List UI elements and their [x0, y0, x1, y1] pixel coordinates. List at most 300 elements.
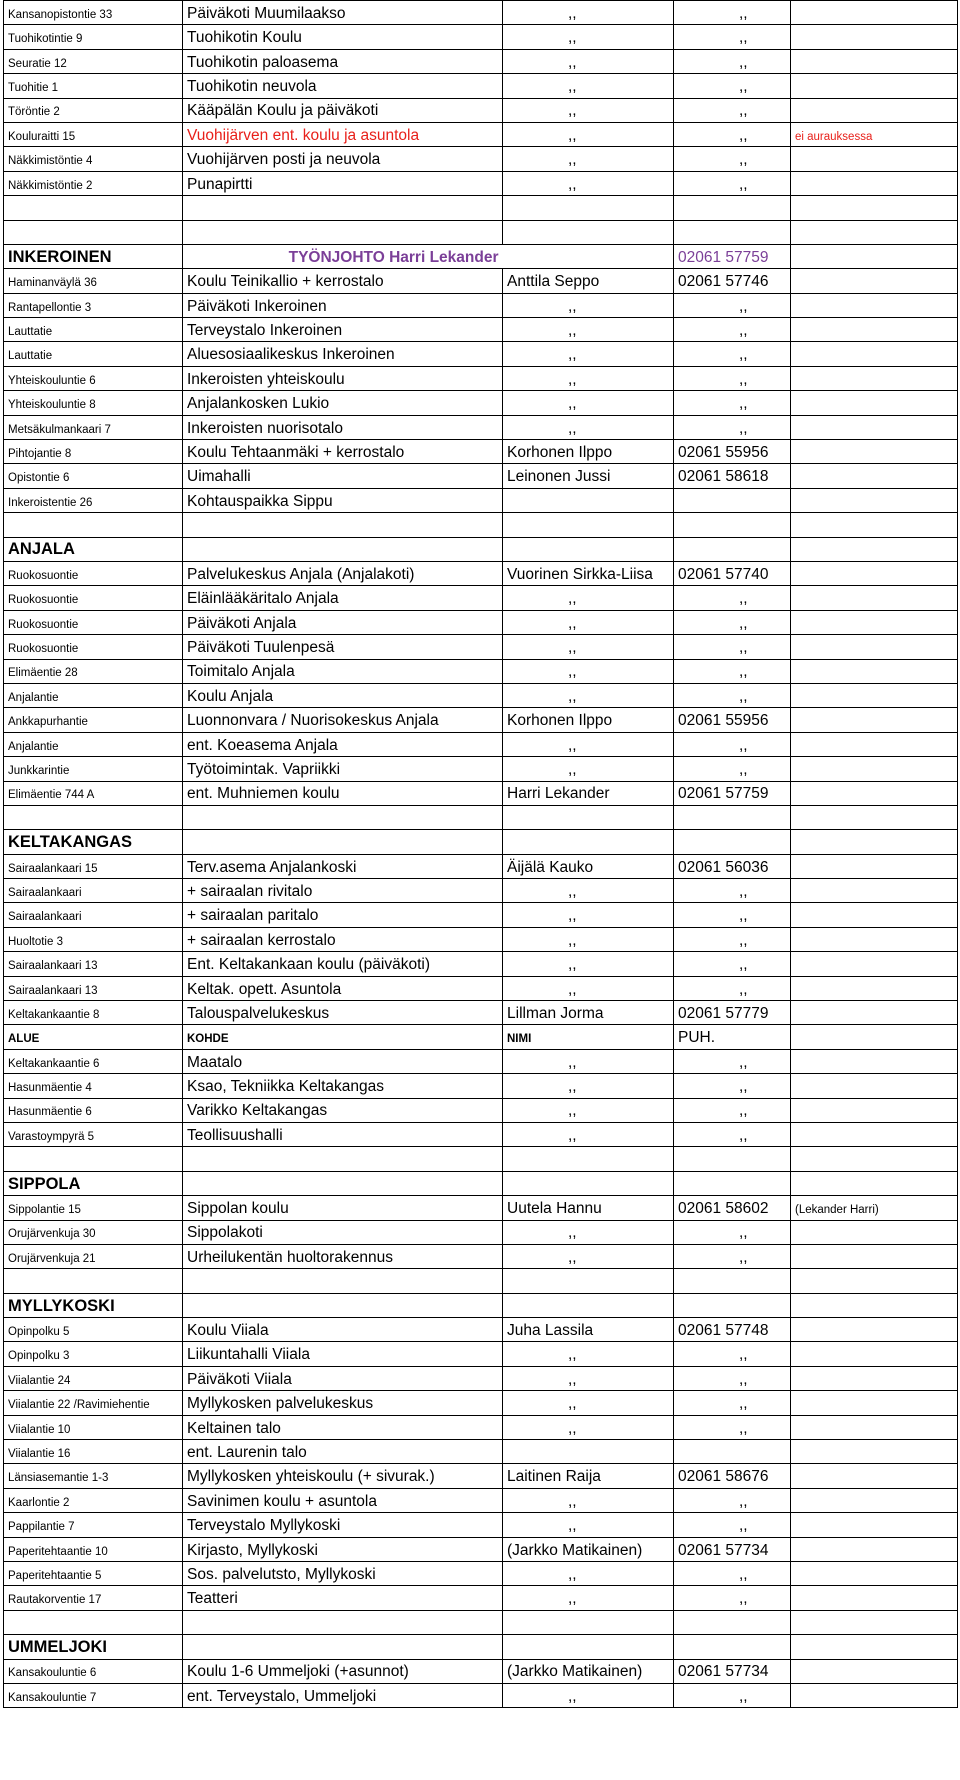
table-row — [4, 440, 958, 464]
empty-cell — [674, 513, 791, 537]
address-cell: Rautakorventie 17 — [4, 1586, 183, 1610]
contact-name-cell: ,, — [503, 1122, 674, 1146]
table-row — [4, 1659, 958, 1683]
contact-name-cell: ,, — [503, 1366, 674, 1390]
empty-cell — [503, 1293, 674, 1317]
note-cell — [791, 1122, 958, 1146]
section-title: KELTAKANGAS — [4, 830, 183, 854]
phone-cell: 02061 58602 — [674, 1196, 791, 1220]
contact-name-cell: Uutela Hannu — [503, 1196, 674, 1220]
location-cell: Talouspalvelukeskus — [183, 1001, 503, 1025]
address-cell: Ruokosuontie — [4, 561, 183, 585]
contact-name-cell: ,, — [503, 586, 674, 610]
address-cell: Pihtojantie 8 — [4, 440, 183, 464]
phone-cell: ,, — [674, 1098, 791, 1122]
note-cell — [791, 269, 958, 293]
note-cell — [791, 586, 958, 610]
location-cell: Uimahalli — [183, 464, 503, 488]
empty-cell — [4, 513, 183, 537]
phone-cell: ,, — [674, 49, 791, 73]
section-header-row — [4, 244, 958, 268]
location-cell: Keltak. opett. Asuntola — [183, 976, 503, 1000]
location-cell: Ksao, Tekniikka Keltakangas — [183, 1074, 503, 1098]
location-cell: Päiväkoti Tuulenpesä — [183, 635, 503, 659]
phone-cell: ,, — [674, 1586, 791, 1610]
address-cell: Rantapellontie 3 — [4, 293, 183, 317]
phone-cell: 02061 55956 — [674, 440, 791, 464]
phone-cell: 02061 55956 — [674, 708, 791, 732]
table-row — [4, 366, 958, 390]
phone-cell: ,, — [674, 1391, 791, 1415]
table-row — [4, 391, 958, 415]
location-cell: Aluesosiaalikeskus Inkeroinen — [183, 342, 503, 366]
address-cell: Keltakankaantie 6 — [4, 1049, 183, 1073]
note-cell — [791, 1318, 958, 1342]
phone-cell: 02061 56036 — [674, 854, 791, 878]
address-cell: Yhteiskouluntie 8 — [4, 391, 183, 415]
table-row — [4, 318, 958, 342]
note-cell — [791, 561, 958, 585]
table-row — [4, 74, 958, 98]
section-title: ANJALA — [4, 537, 183, 561]
address-cell: Sairaalankaari 13 — [4, 952, 183, 976]
contact-name-cell: ,, — [503, 659, 674, 683]
phone-cell: ,, — [674, 98, 791, 122]
address-table-body — [4, 1, 958, 1708]
location-cell: Teollisuushalli — [183, 1122, 503, 1146]
empty-cell — [183, 1269, 503, 1293]
blank-row — [4, 1147, 958, 1171]
note-cell — [791, 903, 958, 927]
location-cell: Tuohikotin paloasema — [183, 49, 503, 73]
contact-name-cell: ,, — [503, 415, 674, 439]
location-cell: Terv.asema Anjalankoski — [183, 854, 503, 878]
note-cell — [791, 610, 958, 634]
note-cell — [791, 391, 958, 415]
address-cell: Kansanopistontie 33 — [4, 1, 183, 25]
phone-cell: ,, — [674, 1342, 791, 1366]
note-cell — [791, 1098, 958, 1122]
phone-cell: ,, — [674, 318, 791, 342]
phone-cell: ,, — [674, 171, 791, 195]
table-row — [4, 1098, 958, 1122]
empty-cell — [183, 830, 503, 854]
address-cell: Sippolantie 15 — [4, 1196, 183, 1220]
address-cell: Haminanväylä 36 — [4, 269, 183, 293]
empty-cell — [183, 196, 503, 220]
phone-cell — [674, 1440, 791, 1464]
address-cell: Yhteiskouluntie 6 — [4, 366, 183, 390]
contact-name-cell: ,, — [503, 1098, 674, 1122]
contact-name-cell: ,, — [503, 1513, 674, 1537]
phone-cell: ,, — [674, 927, 791, 951]
note-cell — [791, 952, 958, 976]
phone-cell: ,, — [674, 1513, 791, 1537]
table-row — [4, 1001, 958, 1025]
location-cell: + sairaalan paritalo — [183, 903, 503, 927]
table-row — [4, 147, 958, 171]
empty-cell — [503, 1269, 674, 1293]
table-row — [4, 610, 958, 634]
column-header-row — [4, 1025, 958, 1049]
note-cell — [791, 757, 958, 781]
table-row — [4, 1586, 958, 1610]
location-cell: Koulu Viiala — [183, 1318, 503, 1342]
note-cell — [791, 1049, 958, 1073]
empty-cell — [183, 1147, 503, 1171]
note-cell — [791, 1, 958, 25]
location-cell: Inkeroisten nuorisotalo — [183, 415, 503, 439]
location-cell: Päiväkoti Anjala — [183, 610, 503, 634]
phone-cell: ,, — [674, 1049, 791, 1073]
phone-cell: ,, — [674, 1244, 791, 1268]
note-cell: ei aurauksessa — [791, 122, 958, 146]
empty-cell — [674, 1269, 791, 1293]
location-cell: Sippolakoti — [183, 1220, 503, 1244]
table-row — [4, 1342, 958, 1366]
empty-cell — [791, 1025, 958, 1049]
empty-cell — [503, 805, 674, 829]
phone-cell: 02061 57746 — [674, 269, 791, 293]
location-cell: Päiväkoti Inkeroinen — [183, 293, 503, 317]
note-cell — [791, 49, 958, 73]
address-cell: Anjalantie — [4, 732, 183, 756]
location-cell: Koulu Teinikallio + kerrostalo — [183, 269, 503, 293]
location-cell: Koulu Anjala — [183, 683, 503, 707]
table-row — [4, 586, 958, 610]
contact-name-cell: ,, — [503, 293, 674, 317]
address-cell: Paperitehtaantie 10 — [4, 1537, 183, 1561]
contact-name-cell: Korhonen Ilppo — [503, 440, 674, 464]
location-cell: + sairaalan kerrostalo — [183, 927, 503, 951]
note-cell — [791, 781, 958, 805]
location-cell: Eläinlääkäritalo Anjala — [183, 586, 503, 610]
empty-cell — [674, 537, 791, 561]
contact-name-cell: ,, — [503, 1488, 674, 1512]
table-row — [4, 1464, 958, 1488]
empty-cell — [674, 220, 791, 244]
note-cell — [791, 342, 958, 366]
note-cell — [791, 976, 958, 1000]
contact-name-cell: (Jarkko Matikainen) — [503, 1537, 674, 1561]
section-header-row — [4, 1171, 958, 1195]
note-cell — [791, 854, 958, 878]
empty-cell — [503, 220, 674, 244]
phone-cell: ,, — [674, 1562, 791, 1586]
table-row — [4, 122, 958, 146]
blank-row — [4, 1610, 958, 1634]
address-cell: Elimäentie 28 — [4, 659, 183, 683]
contact-name-cell: ,, — [503, 1391, 674, 1415]
table-row — [4, 708, 958, 732]
column-header-puh: PUH. — [674, 1025, 791, 1049]
address-cell: Tuohitie 1 — [4, 74, 183, 98]
empty-cell — [503, 196, 674, 220]
phone-cell: ,, — [674, 1366, 791, 1390]
phone-cell: ,, — [674, 1, 791, 25]
table-row — [4, 927, 958, 951]
table-row — [4, 854, 958, 878]
contact-name-cell: Juha Lassila — [503, 1318, 674, 1342]
contact-name-cell: Laitinen Raija — [503, 1464, 674, 1488]
table-row — [4, 635, 958, 659]
address-cell: Töröntie 2 — [4, 98, 183, 122]
contact-name-cell: ,, — [503, 1244, 674, 1268]
table-row — [4, 683, 958, 707]
address-cell: Seuratie 12 — [4, 49, 183, 73]
location-cell: Maatalo — [183, 1049, 503, 1073]
empty-cell — [791, 537, 958, 561]
empty-cell — [503, 830, 674, 854]
location-cell: Vuohijärven ent. koulu ja asuntola — [183, 122, 503, 146]
empty-cell — [4, 805, 183, 829]
address-cell: Viialantie 24 — [4, 1366, 183, 1390]
location-cell: Tuohikotin neuvola — [183, 74, 503, 98]
table-row — [4, 781, 958, 805]
location-cell: Terveystalo Inkeroinen — [183, 318, 503, 342]
note-cell — [791, 1586, 958, 1610]
table-row — [4, 952, 958, 976]
table-row — [4, 1122, 958, 1146]
location-cell: Varikko Keltakangas — [183, 1098, 503, 1122]
table-row — [4, 488, 958, 512]
address-cell: Orujärvenkuja 21 — [4, 1244, 183, 1268]
contact-name-cell: ,, — [503, 976, 674, 1000]
address-cell: Ruokosuontie — [4, 635, 183, 659]
address-cell: Lauttatie — [4, 318, 183, 342]
table-row — [4, 1488, 958, 1512]
empty-cell — [674, 1147, 791, 1171]
note-cell — [791, 1244, 958, 1268]
phone-cell: ,, — [674, 122, 791, 146]
location-cell: ent. Koeasema Anjala — [183, 732, 503, 756]
contact-name-cell: ,, — [503, 683, 674, 707]
empty-cell — [503, 1147, 674, 1171]
address-cell: Ankkapurhantie — [4, 708, 183, 732]
contact-name-cell: ,, — [503, 1415, 674, 1439]
empty-cell — [4, 1147, 183, 1171]
phone-cell: ,, — [674, 1220, 791, 1244]
note-cell: (Lekander Harri) — [791, 1196, 958, 1220]
note-cell — [791, 635, 958, 659]
phone-cell: 02061 57779 — [674, 1001, 791, 1025]
location-cell: Terveystalo Myllykoski — [183, 1513, 503, 1537]
table-row — [4, 1415, 958, 1439]
address-cell: Viialantie 16 — [4, 1440, 183, 1464]
address-cell: Orujärvenkuja 30 — [4, 1220, 183, 1244]
phone-cell: 02061 58618 — [674, 464, 791, 488]
section-title: MYLLYKOSKI — [4, 1293, 183, 1317]
table-row — [4, 1537, 958, 1561]
blank-row — [4, 513, 958, 537]
contact-name-cell: ,, — [503, 25, 674, 49]
contact-name-cell: ,, — [503, 635, 674, 659]
address-cell: Hasunmäentie 6 — [4, 1098, 183, 1122]
address-cell: Ruokosuontie — [4, 586, 183, 610]
empty-cell — [503, 537, 674, 561]
table-row — [4, 1196, 958, 1220]
contact-name-cell: ,, — [503, 879, 674, 903]
table-row — [4, 659, 958, 683]
address-cell: Viialantie 10 — [4, 1415, 183, 1439]
phone-cell: ,, — [674, 1415, 791, 1439]
address-cell: Opinpolku 5 — [4, 1318, 183, 1342]
empty-cell — [791, 1293, 958, 1317]
table-row — [4, 1391, 958, 1415]
contact-name-cell: ,, — [503, 903, 674, 927]
blank-row — [4, 1269, 958, 1293]
empty-cell — [791, 1269, 958, 1293]
location-cell: Keltainen talo — [183, 1415, 503, 1439]
note-cell — [791, 1513, 958, 1537]
address-cell: Tuohikotintie 9 — [4, 25, 183, 49]
empty-cell — [791, 830, 958, 854]
location-cell: Työtoimintak. Vapriikki — [183, 757, 503, 781]
empty-cell — [674, 805, 791, 829]
address-cell: Näkkimistöntie 2 — [4, 171, 183, 195]
column-header-nimi: NIMI — [503, 1025, 674, 1049]
table-row — [4, 879, 958, 903]
location-cell: Teatteri — [183, 1586, 503, 1610]
note-cell — [791, 74, 958, 98]
section-title: UMMELJOKI — [4, 1635, 183, 1659]
empty-cell — [674, 830, 791, 854]
note-cell — [791, 927, 958, 951]
location-cell: Vuohijärven posti ja neuvola — [183, 147, 503, 171]
phone-cell: ,, — [674, 74, 791, 98]
table-row — [4, 1513, 958, 1537]
note-cell — [791, 293, 958, 317]
table-row — [4, 464, 958, 488]
empty-cell — [791, 1171, 958, 1195]
note-cell — [791, 1464, 958, 1488]
note-cell — [791, 1074, 958, 1098]
contact-name-cell: ,, — [503, 122, 674, 146]
contact-name-cell: (Jarkko Matikainen) — [503, 1659, 674, 1683]
note-cell — [791, 1391, 958, 1415]
blank-row — [4, 805, 958, 829]
contact-name-cell: ,, — [503, 391, 674, 415]
phone-cell — [674, 488, 791, 512]
address-cell: Paperitehtaantie 5 — [4, 1562, 183, 1586]
empty-cell — [503, 244, 674, 268]
contact-name-cell: ,, — [503, 74, 674, 98]
note-cell — [791, 732, 958, 756]
contact-name-cell: ,, — [503, 952, 674, 976]
table-row — [4, 732, 958, 756]
note-cell — [791, 366, 958, 390]
address-cell: Anjalantie — [4, 683, 183, 707]
phone-cell: 02061 57734 — [674, 1537, 791, 1561]
phone-cell: ,, — [674, 1488, 791, 1512]
phone-cell: ,, — [674, 415, 791, 439]
phone-cell: ,, — [674, 879, 791, 903]
phone-cell: ,, — [674, 757, 791, 781]
address-cell: Näkkimistöntie 4 — [4, 147, 183, 171]
phone-cell: ,, — [674, 659, 791, 683]
contact-name-cell: Leinonen Jussi — [503, 464, 674, 488]
empty-cell — [4, 220, 183, 244]
section-header-row — [4, 1635, 958, 1659]
note-cell — [791, 1683, 958, 1707]
note-cell — [791, 1415, 958, 1439]
table-row — [4, 1220, 958, 1244]
contact-name-cell: ,, — [503, 1683, 674, 1707]
location-cell: Anjalankosken Lukio — [183, 391, 503, 415]
contact-name-cell: ,, — [503, 927, 674, 951]
empty-cell — [674, 1610, 791, 1634]
location-cell: Urheilukentän huoltorakennus — [183, 1244, 503, 1268]
note-cell — [791, 1440, 958, 1464]
location-cell: Kohtauspaikka Sippu — [183, 488, 503, 512]
empty-cell — [503, 513, 674, 537]
table-row — [4, 1440, 958, 1464]
phone-cell: ,, — [674, 25, 791, 49]
phone-cell: ,, — [674, 342, 791, 366]
phone-cell: ,, — [674, 952, 791, 976]
location-cell: Inkeroisten yhteiskoulu — [183, 366, 503, 390]
contact-name-cell: Korhonen Ilppo — [503, 708, 674, 732]
address-cell: Kansakouluntie 6 — [4, 1659, 183, 1683]
phone-cell: ,, — [674, 586, 791, 610]
location-cell: Toimitalo Anjala — [183, 659, 503, 683]
address-cell: Kaarlontie 2 — [4, 1488, 183, 1512]
empty-cell — [674, 1171, 791, 1195]
contact-name-cell: ,, — [503, 147, 674, 171]
empty-cell — [183, 1293, 503, 1317]
contact-name-cell: ,, — [503, 342, 674, 366]
note-cell — [791, 1366, 958, 1390]
location-cell: Päiväkoti Viiala — [183, 1366, 503, 1390]
phone-cell: ,, — [674, 610, 791, 634]
note-cell — [791, 318, 958, 342]
contact-name-cell — [503, 488, 674, 512]
address-cell: Viialantie 22 /Ravimiehentie — [4, 1391, 183, 1415]
empty-cell — [674, 196, 791, 220]
contact-name-cell: ,, — [503, 171, 674, 195]
address-cell: Junkkarintie — [4, 757, 183, 781]
empty-cell — [791, 805, 958, 829]
phone-cell: ,, — [674, 1683, 791, 1707]
contact-name-cell: ,, — [503, 98, 674, 122]
note-cell — [791, 440, 958, 464]
empty-cell — [4, 1269, 183, 1293]
table-row — [4, 1318, 958, 1342]
empty-cell — [183, 805, 503, 829]
note-cell — [791, 98, 958, 122]
empty-cell — [791, 1147, 958, 1171]
table-row — [4, 757, 958, 781]
empty-cell — [503, 1610, 674, 1634]
contact-name-cell: ,, — [503, 366, 674, 390]
table-row — [4, 1, 958, 25]
table-row — [4, 171, 958, 195]
address-cell: Hasunmäentie 4 — [4, 1074, 183, 1098]
address-cell: Sairaalankaari 15 — [4, 854, 183, 878]
location-cell: Luonnonvara / Nuorisokeskus Anjala — [183, 708, 503, 732]
empty-cell — [503, 1635, 674, 1659]
note-cell — [791, 1342, 958, 1366]
contact-name-cell: Anttila Seppo — [503, 269, 674, 293]
note-cell — [791, 1001, 958, 1025]
phone-cell: 02061 57734 — [674, 1659, 791, 1683]
note-cell — [791, 1537, 958, 1561]
table-row — [4, 1244, 958, 1268]
note-cell — [791, 1488, 958, 1512]
note-cell — [791, 464, 958, 488]
address-cell: Länsiasemantie 1-3 — [4, 1464, 183, 1488]
contact-name-cell: ,, — [503, 1, 674, 25]
